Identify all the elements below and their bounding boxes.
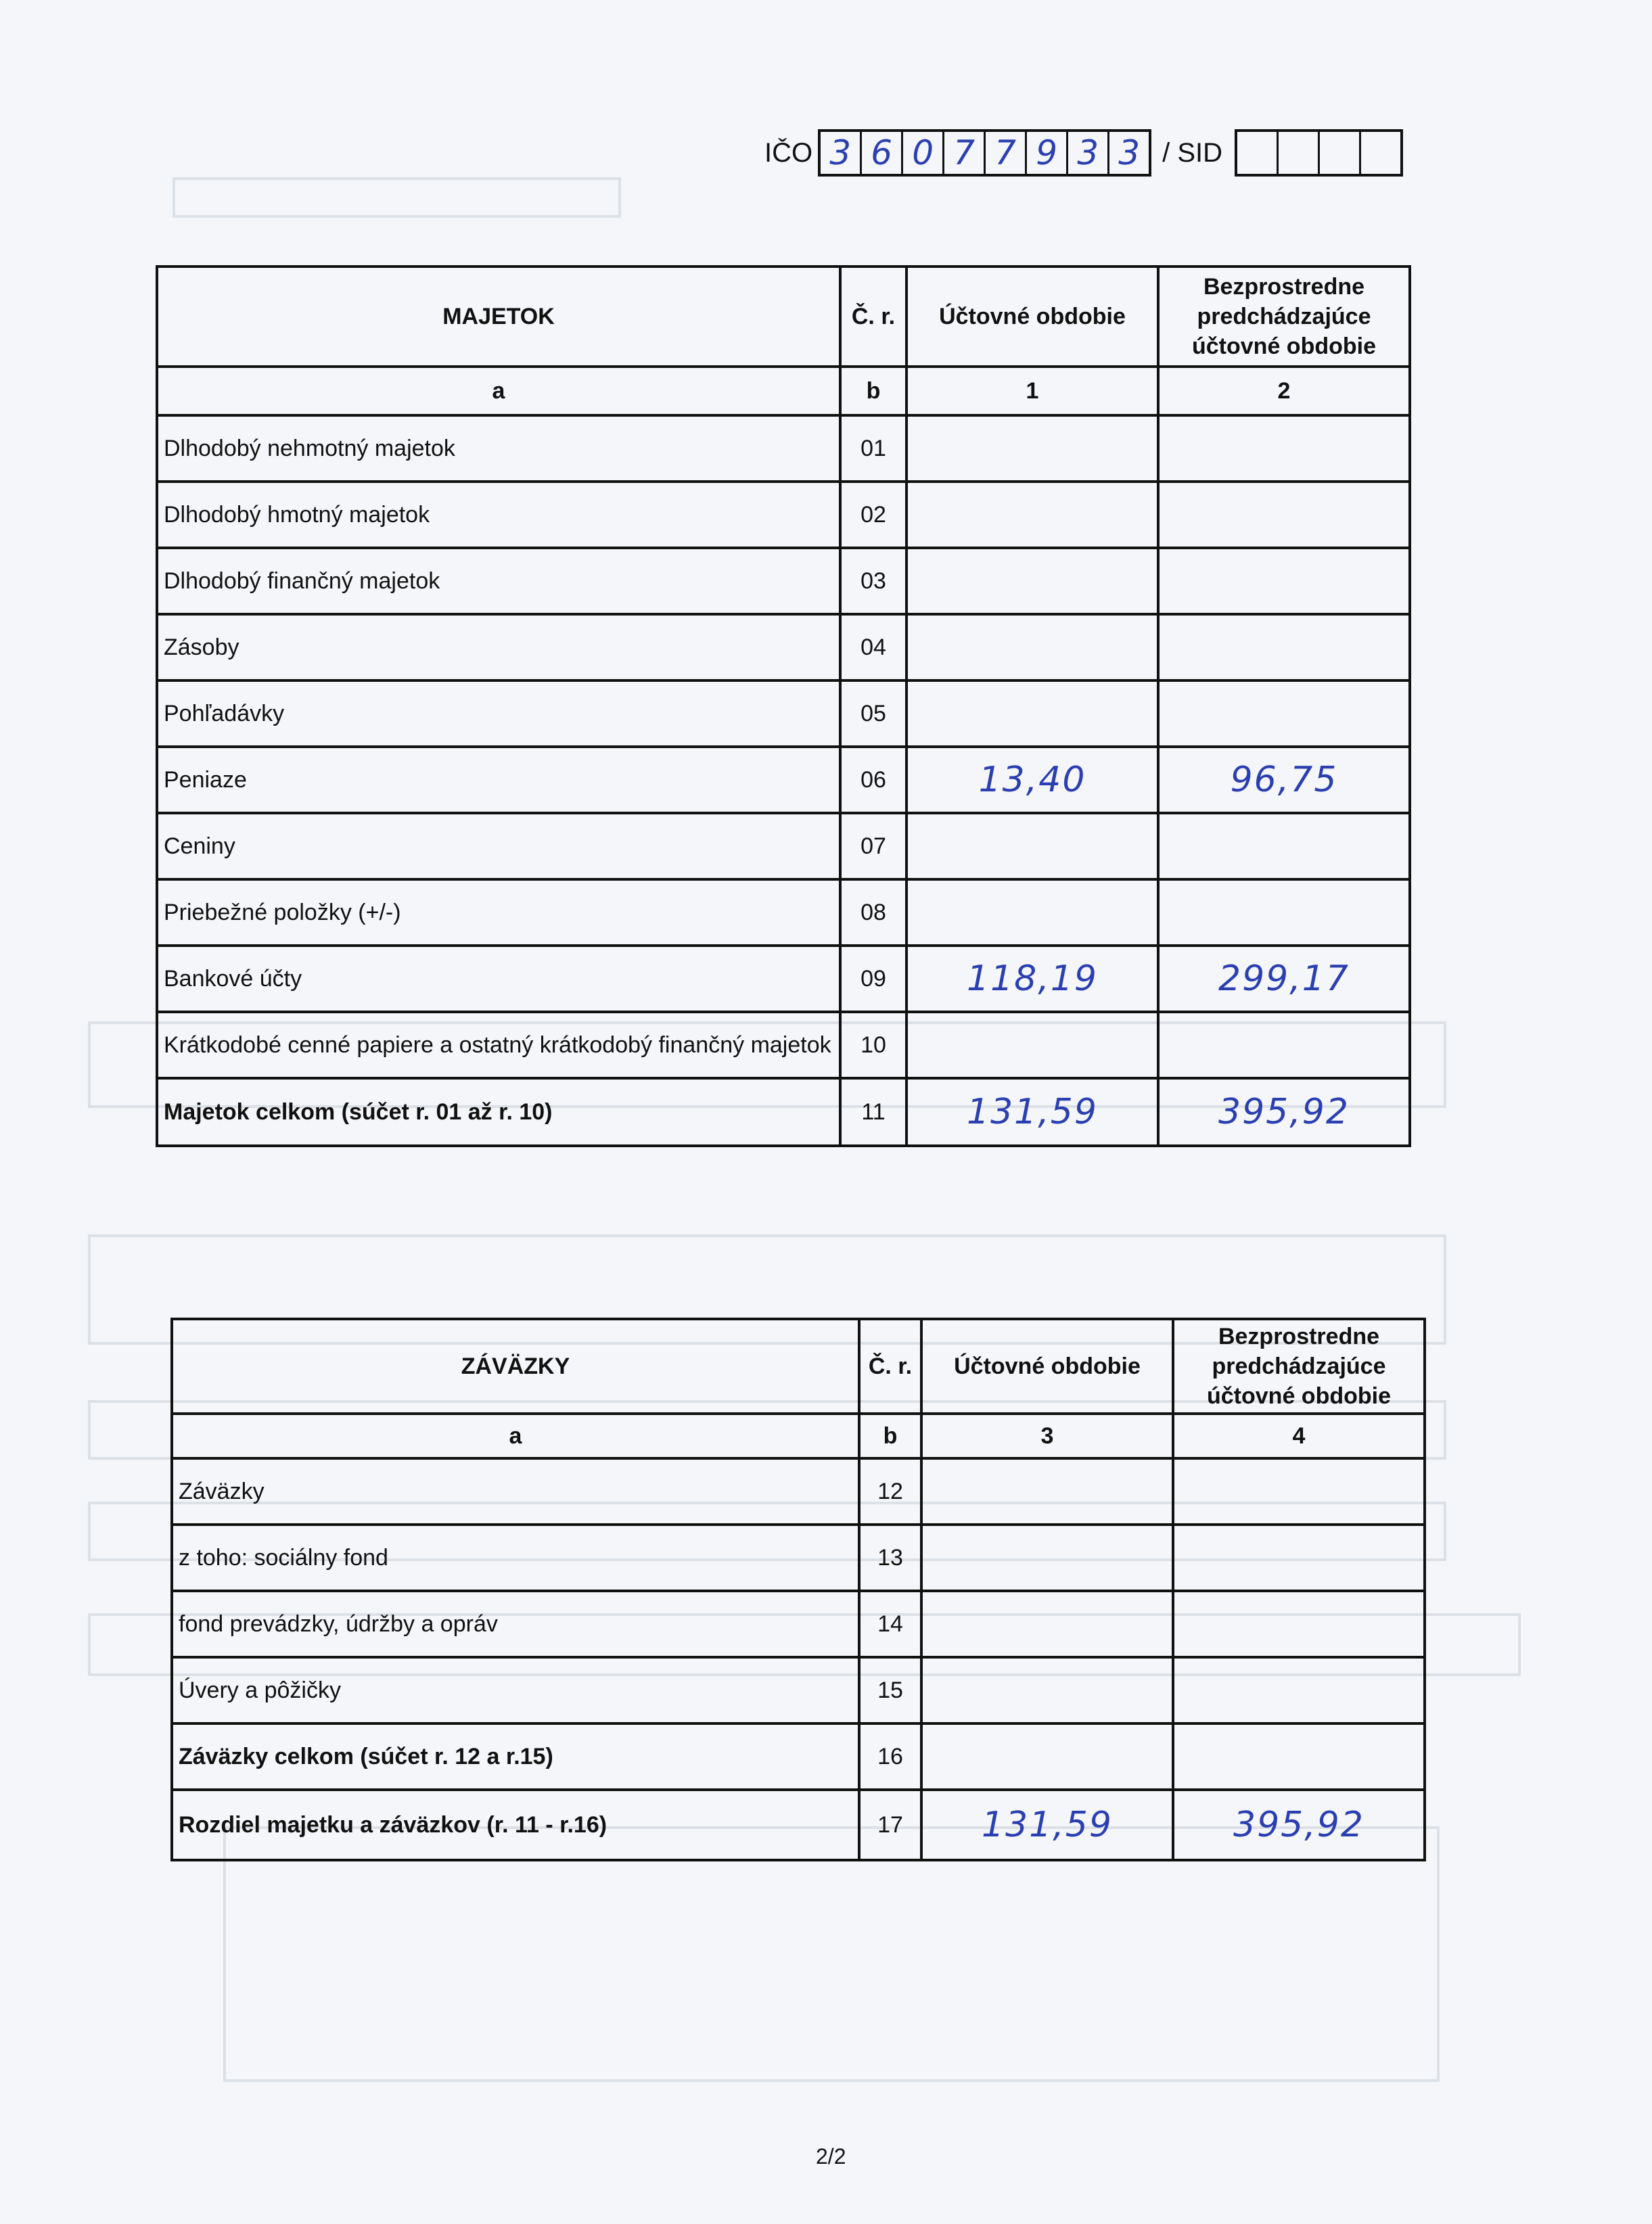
assets-header-row [157, 267, 1410, 367]
liabilities-header-row [172, 1319, 1425, 1414]
previous-value-cell[interactable] [1173, 1790, 1425, 1860]
table-row [157, 415, 1410, 482]
ico-boxes [818, 129, 1151, 177]
ico-digit: 6 [862, 132, 903, 174]
row-number: 05 [840, 680, 907, 747]
row-number: 16 [859, 1723, 921, 1790]
ico-digit: 0 [903, 132, 944, 174]
col-letter: a [172, 1414, 859, 1458]
table-row [157, 747, 1410, 813]
sid-boxes [1235, 129, 1403, 177]
previous-value-cell[interactable] [1158, 747, 1410, 813]
row-label: Ceniny [157, 813, 840, 879]
previous-value-cell[interactable] [1158, 1012, 1410, 1078]
ico-label: IČO [764, 137, 813, 168]
row-label: Pohľadávky [157, 680, 840, 747]
row-number: 04 [840, 614, 907, 680]
previous-value: 299,17 [1218, 958, 1350, 999]
liabilities-letter-row [172, 1414, 1425, 1458]
show-through-title-box [173, 177, 621, 218]
current-value: 13,40 [978, 760, 1086, 800]
table-row [157, 680, 1410, 747]
show-through-signature-block [223, 1826, 1440, 2082]
previous-value-cell[interactable] [1173, 1591, 1425, 1657]
ico-digit: 9 [1027, 132, 1068, 174]
current-value-cell[interactable] [907, 415, 1158, 482]
current-value-cell[interactable] [907, 946, 1158, 1012]
col-letter: a [157, 367, 840, 415]
current-value-cell[interactable] [921, 1723, 1173, 1790]
current-value-cell[interactable] [921, 1790, 1173, 1860]
row-label: z toho: sociálny fond [172, 1525, 859, 1591]
previous-value-cell[interactable] [1158, 415, 1410, 482]
previous-value-cell[interactable] [1158, 879, 1410, 946]
assets-letter-row [157, 367, 1410, 415]
sid-digit [1237, 132, 1279, 174]
current-value: 118,19 [967, 958, 1098, 999]
table-row [157, 1012, 1410, 1078]
row-number: 06 [840, 747, 907, 813]
current-value-cell[interactable] [921, 1591, 1173, 1657]
sid-label: / SID [1162, 137, 1223, 168]
sid-digit [1320, 132, 1361, 174]
page-number: 2/2 [816, 2144, 846, 2169]
row-label: Dlhodobý nehmotný majetok [157, 415, 840, 482]
assets-col-title: MAJETOK [157, 267, 840, 367]
row-number: 09 [840, 946, 907, 1012]
table-row [172, 1790, 1425, 1860]
liabilities-table [170, 1318, 1426, 1861]
previous-value-cell[interactable] [1173, 1525, 1425, 1591]
liabilities-col-title: ZÁVÄZKY [172, 1319, 859, 1414]
row-number: 17 [859, 1790, 921, 1860]
current-value-cell[interactable] [907, 747, 1158, 813]
row-label: Záväzky celkom (súčet r. 12 a r.15) [172, 1723, 859, 1790]
current-value-cell[interactable] [907, 680, 1158, 747]
row-number: 03 [840, 548, 907, 614]
row-number: 14 [859, 1591, 921, 1657]
row-label: Rozdiel majetku a záväzkov (r. 11 - r.16) [172, 1790, 859, 1860]
row-number: 13 [859, 1525, 921, 1591]
table-row [172, 1591, 1425, 1657]
current-value-cell[interactable] [907, 548, 1158, 614]
previous-value: 96,75 [1230, 760, 1338, 800]
assets-table [156, 265, 1411, 1147]
current-value-cell[interactable] [907, 813, 1158, 879]
row-number: 01 [840, 415, 907, 482]
current-value-cell[interactable] [907, 614, 1158, 680]
sid-digit [1279, 132, 1320, 174]
table-row [157, 879, 1410, 946]
col-letter: 1 [907, 367, 1158, 415]
previous-value-cell[interactable] [1158, 680, 1410, 747]
assets-col-row-no: Č. r. [840, 267, 907, 367]
previous-value: 395,92 [1233, 1805, 1364, 1845]
table-row [172, 1723, 1425, 1790]
row-label: Úvery a pôžičky [172, 1657, 859, 1723]
ico-digit: 7 [944, 132, 986, 174]
row-label: Zásoby [157, 614, 840, 680]
row-number: 11 [840, 1078, 907, 1146]
row-number: 10 [840, 1012, 907, 1078]
table-row [157, 482, 1410, 548]
row-label: Krátkodobé cenné papiere a ostatný krátkodobý finančný majetok [157, 1012, 840, 1078]
liabilities-col-row-no: Č. r. [859, 1319, 921, 1414]
assets-col-current: Účtovné obdobie [907, 267, 1158, 367]
current-value-cell[interactable] [921, 1458, 1173, 1525]
row-label: Dlhodobý finančný majetok [157, 548, 840, 614]
col-letter: 2 [1158, 367, 1410, 415]
row-number: 08 [840, 879, 907, 946]
previous-value-cell[interactable] [1158, 1078, 1410, 1146]
row-label: Majetok celkom (súčet r. 01 až r. 10) [157, 1078, 840, 1146]
current-value-cell[interactable] [907, 1012, 1158, 1078]
table-row [157, 1078, 1410, 1146]
row-number: 02 [840, 482, 907, 548]
ico-digit: 7 [986, 132, 1027, 174]
current-value-cell[interactable] [907, 879, 1158, 946]
previous-value-cell[interactable] [1173, 1657, 1425, 1723]
liabilities-col-current: Účtovné obdobie [921, 1319, 1173, 1414]
col-letter: b [840, 367, 907, 415]
sid-digit [1361, 132, 1400, 174]
current-value-cell[interactable] [907, 482, 1158, 548]
col-letter: 3 [921, 1414, 1173, 1458]
assets-col-previous: Bezprostredne predchádzajúce účtovné obdobie [1158, 267, 1410, 367]
previous-value-cell[interactable] [1158, 946, 1410, 1012]
row-number: 12 [859, 1458, 921, 1525]
row-number: 15 [859, 1657, 921, 1723]
current-value: 131,59 [967, 1092, 1098, 1132]
liabilities-col-previous: Bezprostredne predchádzajúce účtovné obdobie [1173, 1319, 1425, 1414]
table-row [172, 1657, 1425, 1723]
ico-sid-row [764, 129, 1403, 177]
current-value-cell[interactable] [921, 1657, 1173, 1723]
current-value-cell[interactable] [907, 1078, 1158, 1146]
previous-value-cell[interactable] [1158, 548, 1410, 614]
table-row [172, 1525, 1425, 1591]
table-row [157, 813, 1410, 879]
current-value: 131,59 [982, 1805, 1113, 1845]
table-row [157, 614, 1410, 680]
previous-value-cell[interactable] [1158, 813, 1410, 879]
previous-value-cell[interactable] [1158, 614, 1410, 680]
row-label: fond prevádzky, údržby a opráv [172, 1591, 859, 1657]
ico-digit: 3 [1068, 132, 1109, 174]
row-label: Bankové účty [157, 946, 840, 1012]
previous-value-cell[interactable] [1173, 1723, 1425, 1790]
table-row [172, 1458, 1425, 1525]
table-row [157, 946, 1410, 1012]
col-letter: b [859, 1414, 921, 1458]
row-label: Záväzky [172, 1458, 859, 1525]
previous-value-cell[interactable] [1158, 482, 1410, 548]
ico-digit: 3 [1118, 133, 1141, 172]
row-number: 07 [840, 813, 907, 879]
ico-digit: 3 [821, 132, 862, 174]
current-value-cell[interactable] [921, 1525, 1173, 1591]
row-label: Peniaze [157, 747, 840, 813]
col-letter: 4 [1173, 1414, 1425, 1458]
row-label: Dlhodobý hmotný majetok [157, 482, 840, 548]
row-label: Priebežné položky (+/-) [157, 879, 840, 946]
previous-value: 395,92 [1218, 1092, 1350, 1132]
previous-value-cell[interactable] [1173, 1458, 1425, 1525]
table-row [157, 548, 1410, 614]
